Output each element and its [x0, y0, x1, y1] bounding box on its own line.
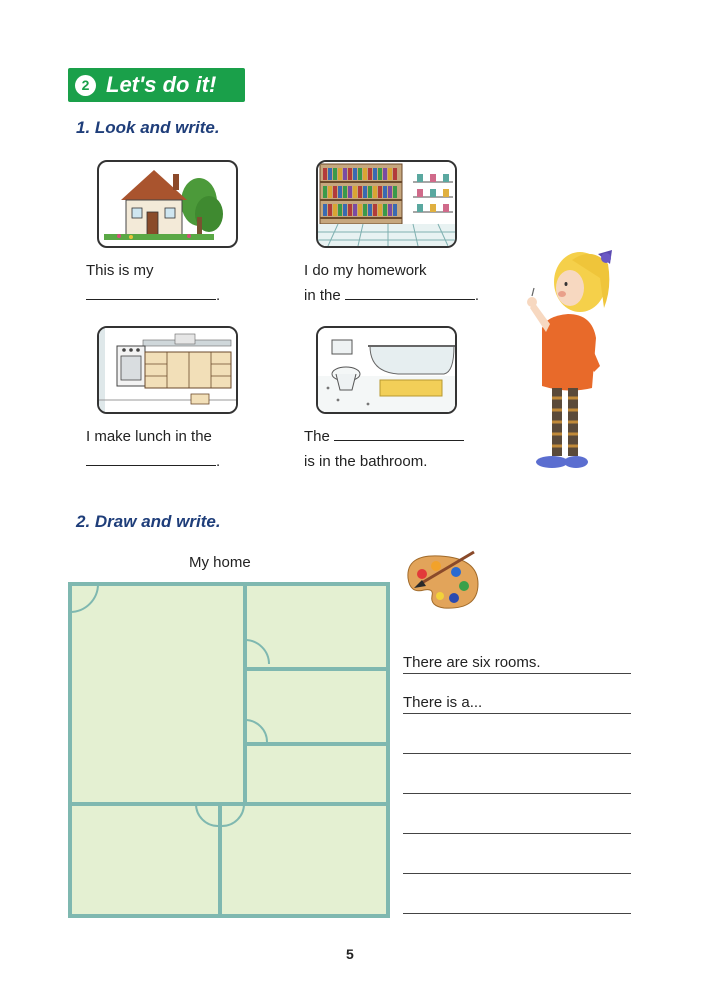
caption-house [86, 258, 220, 308]
section-banner [68, 68, 245, 102]
caption-house-line2 [86, 283, 220, 308]
writing-line-6[interactable] [403, 872, 631, 874]
writing-line-4[interactable] [403, 792, 631, 794]
section-title: Let's do it! [106, 72, 217, 97]
writing-line-1-text: There are six rooms. [403, 654, 541, 671]
caption-study [304, 258, 479, 308]
caption-study-line2 [304, 283, 479, 308]
caption-kitchen-period: . [216, 453, 221, 470]
caption-bathroom [304, 424, 464, 474]
writing-line-1[interactable] [403, 672, 631, 674]
caption-study-line1: I do my homework [304, 262, 427, 279]
answer-blank[interactable] [86, 451, 216, 466]
writing-line-3[interactable] [403, 752, 631, 754]
caption-kitchen [86, 424, 220, 474]
exercise-1-heading: 1. Look and write. [76, 118, 220, 137]
caption-kitchen-line1: I make lunch in the [86, 428, 212, 445]
answer-blank[interactable] [345, 285, 475, 300]
study-room-picture [316, 160, 457, 248]
paint-palette-icon [400, 548, 482, 614]
floor-plan-title: My home [189, 554, 251, 571]
writing-line-7[interactable] [403, 912, 631, 914]
floor-plan[interactable] [68, 582, 390, 918]
exercise-2-heading: 2. Draw and write. [76, 512, 221, 531]
section-number-badge: 2 [75, 75, 96, 96]
caption-bathroom-line2: is in the bathroom. [304, 453, 428, 470]
caption-kitchen-line2 [86, 449, 220, 474]
caption-bathroom-line1 [304, 424, 464, 449]
answer-blank[interactable] [334, 426, 464, 441]
caption-bathroom-prefix: The [304, 428, 330, 445]
writing-line-2[interactable] [403, 712, 631, 714]
page-number: 5 [346, 946, 354, 962]
caption-study-prefix: in the [304, 287, 341, 304]
caption-study-period: . [474, 287, 480, 304]
kitchen-picture [97, 326, 238, 414]
house-picture [97, 160, 238, 248]
caption-house-line1: This is my [86, 262, 154, 279]
writing-line-5[interactable] [403, 832, 631, 834]
bathroom-picture [316, 326, 457, 414]
caption-house-period: . [216, 287, 221, 304]
writing-line-2-text: There is a... [403, 694, 483, 711]
girl-illustration [512, 248, 622, 476]
answer-blank[interactable] [86, 285, 216, 300]
